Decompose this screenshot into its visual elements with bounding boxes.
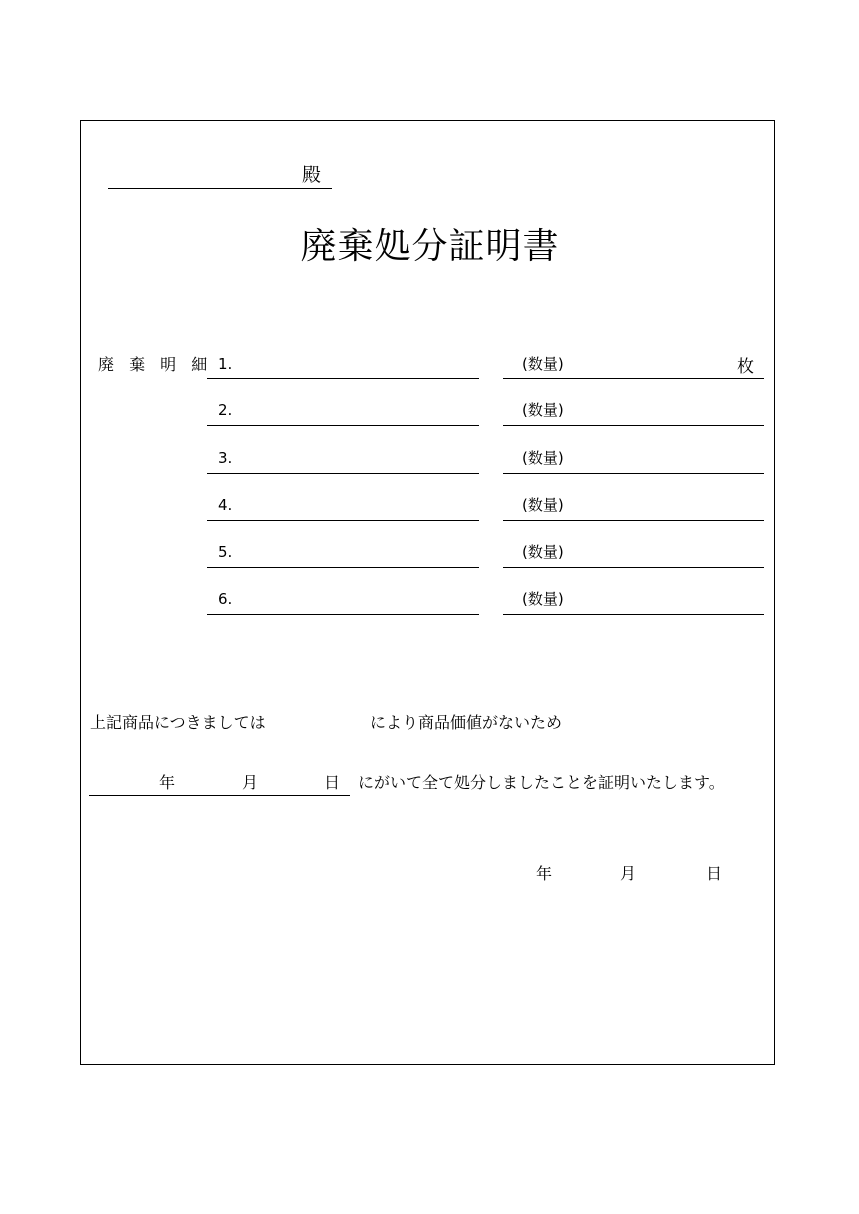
quantity-label: (数量) (522, 590, 564, 608)
addressee-line[interactable] (108, 188, 332, 189)
disposal-day-label: 日 (324, 773, 341, 792)
quantity-label: (数量) (522, 355, 564, 373)
quantity-label: (数量) (522, 401, 564, 419)
quantity-line[interactable] (503, 378, 764, 379)
issue-day-label: 日 (706, 864, 723, 883)
item-name-line[interactable] (207, 378, 479, 379)
issue-month-label: 月 (620, 864, 637, 883)
document-title: 廃棄処分証明書 (300, 226, 560, 267)
quantity-label: (数量) (522, 496, 564, 514)
item-number: 4. (218, 496, 233, 514)
quantity-line[interactable] (503, 425, 764, 426)
quantity-line[interactable] (503, 473, 764, 474)
statement-text-line2: にがいて全て処分しましたことを証明いたします。 (358, 773, 725, 792)
items-label: 廃 棄 明 細 (98, 355, 213, 374)
quantity-label: (数量) (522, 543, 564, 561)
disposal-month-label: 月 (242, 773, 259, 792)
item-name-line[interactable] (207, 614, 479, 615)
item-number: 3. (218, 449, 233, 467)
disposal-year-label: 年 (159, 773, 176, 792)
honorific: 殿 (302, 164, 322, 186)
statement-text-part1: 上記商品につきましては (90, 713, 266, 732)
quantity-line[interactable] (503, 520, 764, 521)
item-number: 2. (218, 401, 233, 419)
item-name-line[interactable] (207, 520, 479, 521)
disposal-date-line[interactable] (89, 795, 350, 796)
item-number: 1. (218, 355, 233, 373)
item-name-line[interactable] (207, 567, 479, 568)
item-number: 5. (218, 543, 233, 561)
quantity-line[interactable] (503, 614, 764, 615)
item-name-line[interactable] (207, 473, 479, 474)
item-number: 6. (218, 590, 233, 608)
statement-text-part2: により商品価値がないため (370, 713, 563, 732)
issue-year-label: 年 (536, 864, 553, 883)
quantity-line[interactable] (503, 567, 764, 568)
quantity-label: (数量) (522, 449, 564, 467)
item-name-line[interactable] (207, 425, 479, 426)
unit-label: 枚 (737, 357, 754, 377)
